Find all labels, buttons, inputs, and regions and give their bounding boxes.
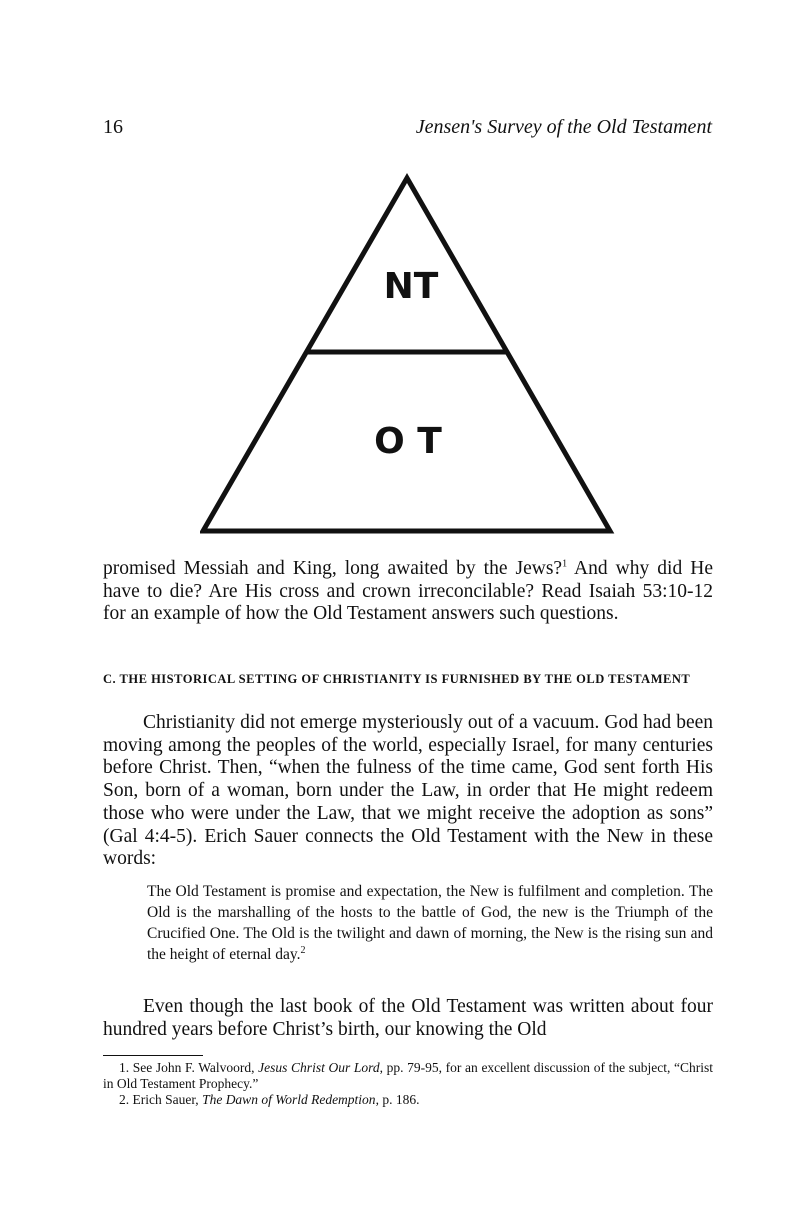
page-number: 16 <box>103 116 123 138</box>
footnote-ref-1: 1 <box>562 558 568 570</box>
footnotes <box>103 1060 713 1108</box>
testament-triangle-diagram <box>200 172 615 537</box>
sauer-block-quote <box>147 881 713 965</box>
paragraph-1-text: promised Messiah and King, long awaited by the Jews? <box>103 558 563 579</box>
footnote-ref-2: 2 <box>300 944 306 956</box>
footnote-2: 2. Erich Sauer, The Dawn of World Redemption, p. 186. <box>119 1092 420 1107</box>
paragraph-1-text-rest: And why did He have to die? Are His cross and crown irreconcilable? Read Isaiah 53:10-12 for an example of how the Old Testament answers such questions. <box>103 558 713 625</box>
ot-label: O T <box>374 421 442 462</box>
section-c-paragraph: Christianity did not emerge mysteriously out of a vacuum. God had been moving among the peoples of the world, especially Israel, for many centuries before Christ. Then, “when the fulness of the time came, God sent forth His Son, born of a woman, born under the Law, in order that He might redeem those who were under the Law, that we might receive the adoption as sons” (Gal 4:4-5). Erich Sauer connects the Old Testament with the New in these words: <box>103 712 713 870</box>
section-heading-c: C. THE HISTORICAL SETTING OF CHRISTIANITY IS FURNISHED BY THE OLD TESTAMENT <box>103 672 691 686</box>
footnote-1-title: Jesus Christ Our Lord <box>258 1060 380 1075</box>
running-head: Jensen's Survey of the Old Testament <box>415 116 712 138</box>
footnote-1: 1. See John F. Walvoord, Jesus Christ Our Lord, pp. 79-95, for an excellent discussion of the subject, “Christ in Old Testament Prophecy.” <box>103 1060 713 1091</box>
nt-label: NT <box>383 266 439 307</box>
quote-text: The Old Testament is promise and expectation, the New is fulfilment and completion. The Old is the marshalling of the hosts to the battle of God, the new is the Triumph of the Crucified One. The Old is the twilight and dawn of morning, the New is the rising sun and the height of eternal day. <box>147 883 713 963</box>
footnote-2-title: The Dawn of World Redemption <box>202 1092 376 1107</box>
paragraph-1 <box>103 558 713 626</box>
closing-paragraph: Even though the last book of the Old Testament was written about four hundred years before Christ’s birth, our knowing the Old <box>103 996 713 1040</box>
footnote-divider <box>103 1055 203 1056</box>
